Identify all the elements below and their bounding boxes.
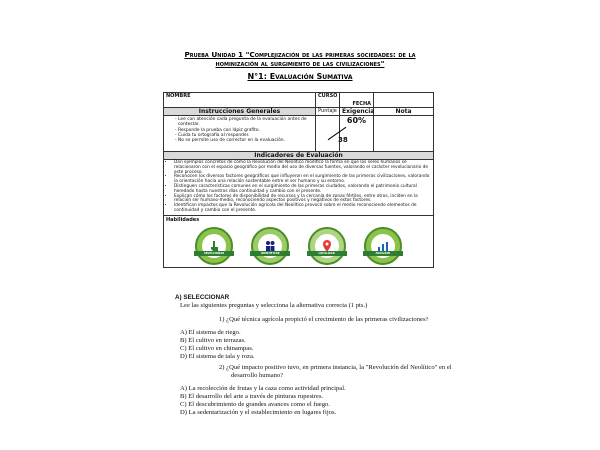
instructions-cell (164, 116, 316, 152)
indicator-item: • Explican cómo los factores de disponibilidad de recursos y la cercanía de zonas fértiles, entre otros, inciden en la relación ser humano-medio, reconociendo aspectos positivos y negativos de estos factores. (174, 195, 431, 205)
localizar-badge-icon (308, 227, 346, 265)
answer-option[interactable]: C) El descubrimiento de grandes avances como el fuego. (180, 401, 330, 408)
indicator-item: • Dan ejemplos concretos de cómo la Revolución del Neolítico modificó la forma en que los seres humanos se relacionaron con el espacio geográfico por medio del uso de diversas fuentes, valorando el carácter revolucionario de este proceso. (174, 161, 431, 175)
question-1-text: 1) ¿Qué técnica agrícola propició el crecimiento de las primeras civilizaciones? (219, 316, 429, 323)
habilidades-label: Habilidades (166, 216, 200, 223)
nombre-field[interactable] (164, 93, 316, 108)
skill-badges (166, 223, 431, 267)
indicator-item: • Distinguen características comunes en el surgimiento de las primeras ciudades, valorando el patrimonio cultural heredado hasta nuestros días continuidad y cambio con el presente. (174, 185, 431, 195)
indicators-list (166, 161, 431, 214)
puntaje-cell (316, 116, 348, 152)
habilidades-cell (164, 215, 434, 267)
evaluation-header-table (163, 92, 434, 268)
answer-option[interactable]: D) El sistema de tala y roza. (180, 353, 255, 360)
instruction-item: - Cuida tu ortografía al responder. (178, 133, 313, 138)
indicadores-header: Indicadores de Evaluación (164, 152, 434, 160)
nombre-label: NOMBRE (166, 93, 191, 99)
instruction-item: - No se permite uso de corrector en la evaluación. (178, 138, 313, 143)
instrucciones-header: Instrucciones Generales (164, 108, 316, 116)
answer-option[interactable]: B) El cultivo en terrazas. (180, 337, 246, 344)
badge-label: LOCALIZAR (307, 251, 347, 256)
badge-label: ANALIZAR (363, 251, 403, 256)
instruction-item: - Responde la prueba con lápiz grafito. (178, 128, 313, 133)
answer-option[interactable]: A) La recolección de frutas y la caza como actividad principal. (180, 385, 346, 392)
indicator-item: • Identifican impactos que la Revolución agrícola del Neolítico provocó sobre el medio reconociendo elementos de continuidad y cambio con el presente. (174, 204, 431, 214)
question-2-line-2: desarrollo humano? (231, 372, 284, 379)
instructions-list (166, 117, 313, 143)
instruction-item: - Lee con atención cada pregunta de la evaluación antes de contestar. (178, 117, 313, 128)
exigencia-value: 60% (340, 116, 374, 152)
badge-label: SELECCIONAR (194, 251, 234, 256)
question-1-options (180, 329, 255, 361)
answer-option[interactable]: D) La sedentarización y el establecimiento en lugares fijos. (180, 409, 337, 416)
section-title: A) SELECCIONAR (175, 294, 230, 301)
fecha-label: FECHA (352, 100, 371, 107)
section-instruction: Lee las siguientes preguntas y selecciona la alternativa correcta (1 pts.) (180, 302, 368, 309)
nota-header: Nota (374, 108, 434, 116)
answer-option[interactable]: B) El desarrollo del arte a través de pinturas rupestres. (180, 393, 324, 400)
answer-option[interactable]: C) El cultivo en chinampas. (180, 345, 254, 352)
title-line-1: Prueba Unidad 1 "Complejización de las primeras sociedades: de la (184, 50, 416, 59)
page-title (100, 50, 500, 68)
question-2-text (219, 364, 452, 380)
identificar-badge-icon (251, 227, 289, 265)
title-line-2: hominización al surgimiento de las civilizaciones" (215, 59, 385, 68)
nota-field[interactable] (374, 116, 434, 152)
answer-option[interactable]: A) El sistema de riego. (180, 329, 241, 336)
question-2-options (180, 385, 346, 417)
curso-field[interactable] (316, 93, 340, 101)
indicator-item: • Reconocen los diversos factores geográficos que influyeron en el surgimiento de las primeras civilizaciones, valorando la orientación hacia una relación sustentable entre el ser humano y su entorno. (174, 175, 431, 185)
puntaje-header: Puntaje (316, 108, 340, 116)
curso-label: CURSO (318, 93, 338, 99)
puntaje-total: 38 (338, 136, 348, 144)
page-subtitle: N°1: Evaluación Sumativa (247, 72, 353, 81)
seleccionar-badge-icon (195, 227, 233, 265)
exigencia-header: Exigencia (340, 108, 374, 116)
question-2-line-1: 2) ¿Qué impacto positivo tuvo, en primera instancia, la "Revolución del Neolítico" en el (219, 364, 452, 371)
indicators-cell (164, 160, 434, 216)
fecha-field[interactable] (340, 101, 374, 108)
badge-label: IDENTIFICAR (250, 251, 290, 256)
analizar-badge-icon (364, 227, 402, 265)
